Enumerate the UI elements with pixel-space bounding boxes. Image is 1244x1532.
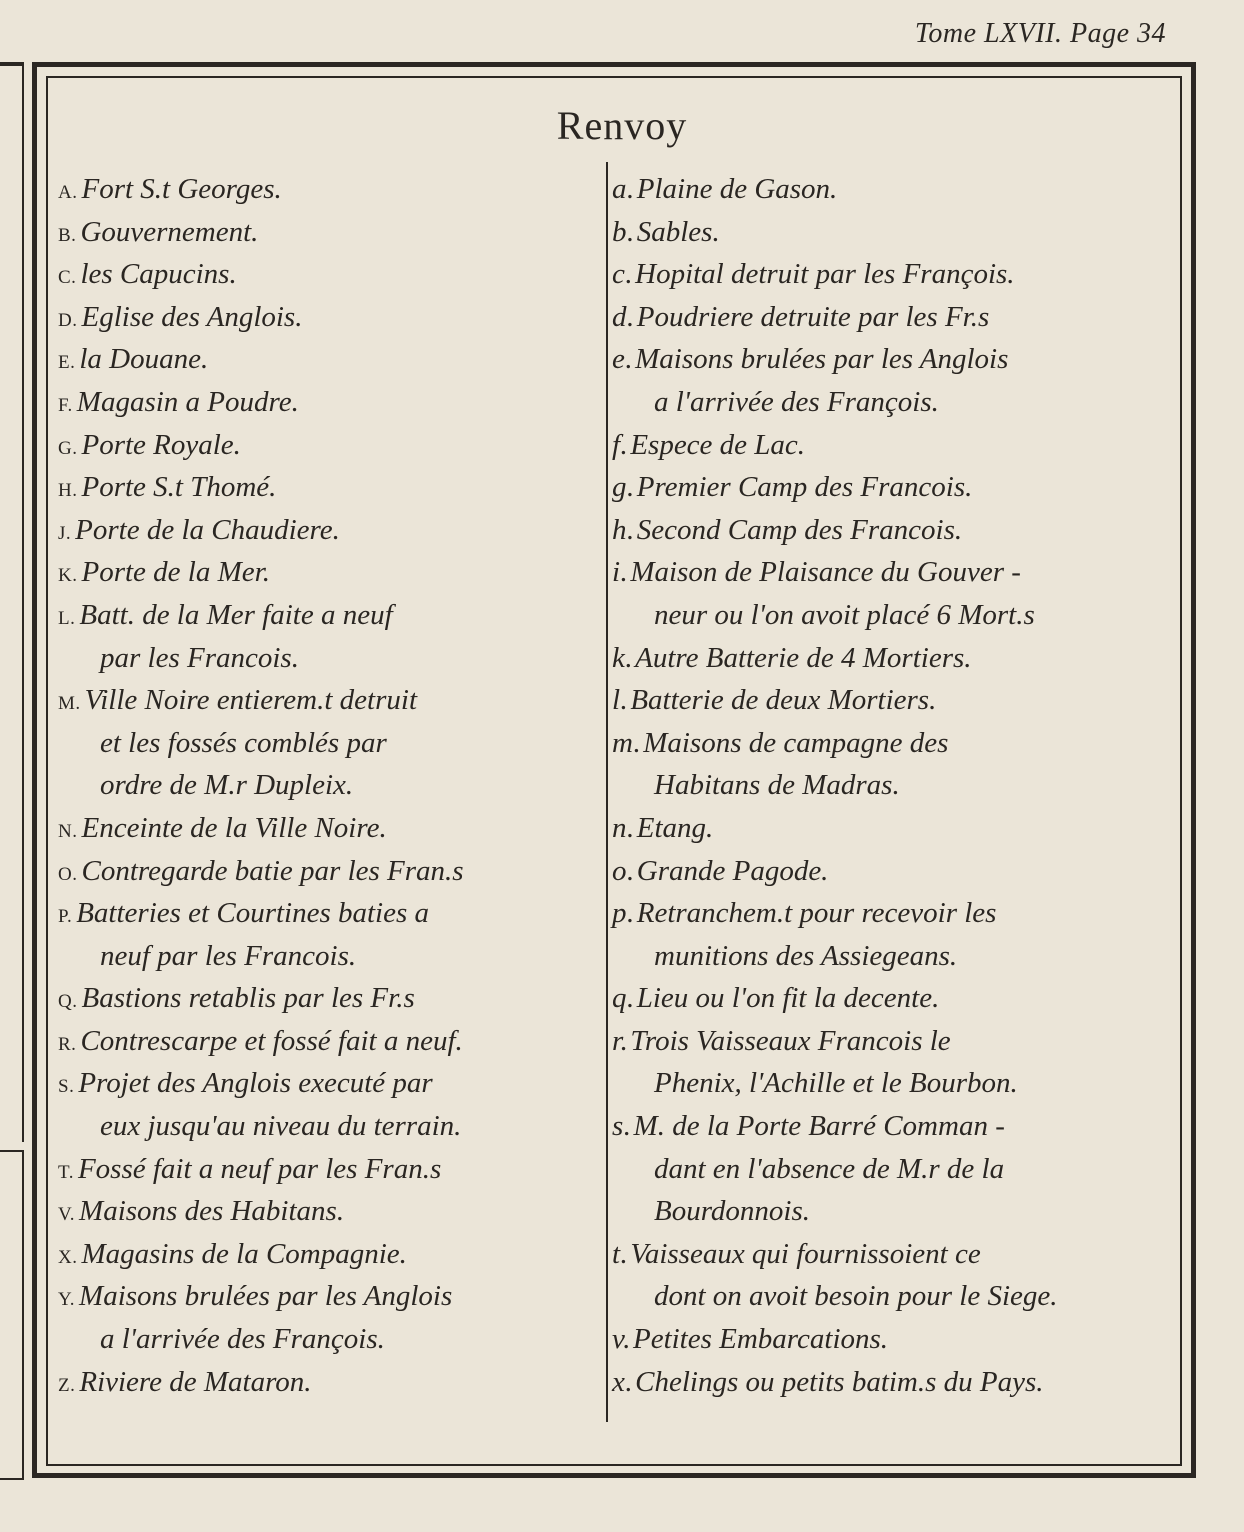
legend-text: Trois Vaisseaux Francois le — [630, 1024, 951, 1057]
legend-key: s. — [612, 1110, 632, 1143]
legend-text: Retranchem.t pour recevoir les — [636, 897, 997, 930]
legend-key: O. — [58, 863, 78, 885]
legend-text: a l'arrivée des François. — [100, 1323, 385, 1356]
legend-text: Gouvernement. — [80, 215, 259, 248]
legend-key: m. — [612, 726, 642, 759]
legend-key: b. — [612, 215, 635, 248]
legend-key: h. — [612, 513, 635, 546]
legend-text: Second Camp des Francois. — [636, 513, 963, 546]
legend-entry — [612, 594, 1172, 637]
legend-key: p. — [612, 897, 635, 930]
legend-entry — [58, 211, 598, 254]
legend-text: a l'arrivée des François. — [654, 385, 939, 418]
legend-entry — [612, 977, 1172, 1020]
column-divider — [606, 162, 608, 1422]
legend-key: K. — [58, 565, 78, 587]
legend-key: k. — [612, 641, 634, 674]
legend-text: M. de la Porte Barré Comman - — [633, 1110, 1005, 1143]
legend-entry — [58, 551, 598, 594]
legend-text: Enceinte de la Ville Noire. — [81, 811, 387, 844]
legend-key: l. — [612, 684, 629, 717]
legend-key: S. — [58, 1076, 75, 1098]
legend-entry — [58, 381, 598, 424]
legend-key: M. — [58, 693, 81, 715]
legend-key: L. — [58, 607, 76, 629]
legend-text: ordre de M.r Dupleix. — [100, 769, 354, 802]
legend-text: dont on avoit besoin pour le Siege. — [654, 1280, 1058, 1313]
legend-entry — [612, 935, 1172, 978]
legend-entry — [58, 1148, 598, 1191]
legend-text: dant en l'absence de M.r de la — [654, 1152, 1005, 1185]
legend-entry — [58, 253, 598, 296]
legend-left-column — [58, 168, 598, 1403]
legend-key: r. — [612, 1024, 629, 1057]
adjacent-plate-box — [0, 1150, 24, 1480]
legend-key: d. — [612, 300, 635, 333]
legend-entry — [58, 338, 598, 381]
legend-entry — [612, 1275, 1172, 1318]
legend-text: Maison de Plaisance du Gouver - — [630, 556, 1021, 589]
legend-key: A. — [58, 182, 78, 203]
legend-entry — [58, 1318, 598, 1361]
legend-entry — [612, 296, 1172, 339]
legend-key: N. — [58, 820, 78, 842]
legend-entry — [612, 211, 1172, 254]
legend-entry — [58, 807, 598, 850]
legend-entry — [58, 637, 598, 680]
legend-entry — [612, 679, 1172, 722]
legend-text: neur ou l'on avoit placé 6 Mort.s — [654, 598, 1035, 631]
legend-text: Vaisseaux qui fournissoient ce — [630, 1237, 981, 1270]
legend-key: P. — [58, 906, 73, 928]
legend-text: Fossé fait a neuf par les Fran.s — [77, 1152, 442, 1185]
legend-key: Q. — [58, 991, 78, 1013]
legend-text: Projet des Anglois executé par — [78, 1067, 433, 1100]
legend-entry — [58, 977, 598, 1020]
legend-right-column — [612, 168, 1172, 1403]
legend-text: Autre Batterie de 4 Mortiers. — [635, 641, 972, 674]
legend-key: B. — [58, 224, 77, 246]
legend-text: Porte de la Chaudiere. — [75, 513, 340, 546]
legend-text: Petites Embarcations. — [632, 1323, 889, 1356]
legend-text: Porte Royale. — [81, 428, 241, 461]
legend-entry — [612, 381, 1172, 424]
legend-key: g. — [612, 471, 635, 504]
legend-text: Maisons des Habitans. — [79, 1195, 345, 1228]
legend-entry — [612, 637, 1172, 680]
legend-entry — [58, 935, 598, 978]
legend-key: Y. — [58, 1289, 76, 1311]
legend-entry — [612, 509, 1172, 552]
legend-text: Eglise des Anglois. — [81, 300, 303, 333]
legend-text: Riviere de Mataron. — [79, 1365, 312, 1398]
legend-text: les Capucins. — [80, 258, 237, 291]
legend-entry — [58, 892, 598, 935]
legend-text: Bastions retablis par les Fr.s — [81, 982, 415, 1015]
legend-key: C. — [58, 267, 77, 289]
legend-text: Magasins de la Compagnie. — [81, 1237, 407, 1270]
legend-text: neuf par les Francois. — [100, 939, 357, 972]
legend-entry — [58, 1062, 598, 1105]
legend-key: f. — [612, 428, 629, 461]
legend-text: Chelings ou petits batim.s du Pays. — [635, 1365, 1044, 1398]
legend-text: Ville Noire entierem.t detruit — [84, 684, 418, 717]
legend-text: Etang. — [636, 811, 714, 844]
legend-text: Magasin a Poudre. — [76, 385, 299, 418]
legend-title: Renvoy — [556, 103, 688, 148]
legend-entry — [58, 168, 598, 211]
legend-key: T. — [58, 1161, 74, 1183]
legend-text: Sables. — [636, 215, 720, 248]
legend-text: Maisons de campagne des — [643, 726, 949, 759]
legend-text: Contrescarpe et fossé fait a neuf. — [80, 1024, 463, 1057]
legend-key: G. — [58, 437, 78, 459]
legend-entry — [612, 338, 1172, 381]
legend-text: par les Francois. — [100, 641, 299, 674]
legend-text: Hopital detruit par les François. — [635, 258, 1015, 291]
legend-text: Grande Pagode. — [636, 854, 829, 887]
legend-entry — [58, 1020, 598, 1063]
legend-text: Batteries et Courtines baties a — [76, 897, 430, 930]
legend-entry — [612, 807, 1172, 850]
legend-text: Lieu ou l'on fit la decente. — [636, 982, 940, 1015]
legend-text: eux jusqu'au niveau du terrain. — [100, 1110, 462, 1143]
legend-entry — [612, 1318, 1172, 1361]
legend-text: Batt. de la Mer faite a neuf — [79, 598, 393, 631]
page-reference: Tome LXVII. Page 34 — [914, 18, 1166, 49]
legend-text: Bourdonnois. — [654, 1195, 811, 1228]
legend-key: a. — [612, 173, 635, 205]
legend-text: Phenix, l'Achille et le Bourbon. — [654, 1067, 1018, 1100]
legend-key: v. — [612, 1323, 631, 1356]
legend-entry — [58, 466, 598, 509]
legend-entry — [58, 850, 598, 893]
legend-entry — [612, 764, 1172, 807]
legend-text: Plaine de Gason. — [636, 173, 838, 205]
legend-text: Habitans de Madras. — [654, 769, 900, 802]
legend-entry — [58, 296, 598, 339]
legend-entry — [612, 1062, 1172, 1105]
legend-key: t. — [612, 1237, 629, 1270]
legend-key: i. — [612, 556, 629, 589]
adjacent-plate-rule — [0, 62, 24, 66]
legend-entry — [612, 1361, 1172, 1404]
legend-key: J. — [58, 522, 72, 544]
legend-entry — [58, 1361, 598, 1404]
legend-key: V. — [58, 1204, 76, 1226]
legend-key: q. — [612, 982, 635, 1015]
adjacent-plate-border — [22, 62, 24, 1142]
legend-entry — [58, 509, 598, 552]
legend-key: e. — [612, 343, 634, 376]
legend-entry — [612, 850, 1172, 893]
legend-key: n. — [612, 811, 635, 844]
legend-text: Maisons brulées par les Anglois — [635, 343, 1009, 376]
legend-entry — [58, 722, 598, 765]
legend-key: E. — [58, 352, 76, 374]
legend-entry — [612, 1190, 1172, 1233]
legend-entry — [612, 424, 1172, 467]
legend-entry — [612, 1148, 1172, 1191]
legend-text: Batterie de deux Mortiers. — [630, 684, 937, 717]
legend-entry — [58, 1105, 598, 1148]
legend-entry — [58, 424, 598, 467]
legend-entry — [612, 1233, 1172, 1276]
legend-text: Contregarde batie par les Fran.s — [81, 854, 464, 887]
legend-key: H. — [58, 480, 78, 502]
legend-text: munitions des Assiegeans. — [654, 939, 958, 972]
legend-entry — [58, 764, 598, 807]
legend-entry — [58, 679, 598, 722]
legend-entry — [612, 466, 1172, 509]
legend-entry — [58, 1233, 598, 1276]
legend-key: c. — [612, 258, 634, 291]
legend-text: Fort S.t Georges. — [81, 173, 282, 205]
legend-text: la Douane. — [79, 343, 209, 376]
legend-key: x. — [612, 1365, 634, 1398]
legend-entry — [58, 594, 598, 637]
legend-entry — [612, 892, 1172, 935]
legend-entry — [612, 551, 1172, 594]
legend-text: Porte S.t Thomé. — [81, 471, 277, 504]
legend-text: Espece de Lac. — [630, 428, 806, 461]
legend-entry — [58, 1190, 598, 1233]
legend-entry — [612, 253, 1172, 296]
legend-text: et les fossés comblés par — [100, 726, 387, 759]
legend-text: Maisons brulées par les Anglois — [79, 1280, 453, 1313]
legend-text: Poudriere detruite par les Fr.s — [636, 300, 990, 333]
legend-key: R. — [58, 1033, 77, 1055]
legend-key: D. — [58, 309, 78, 331]
legend-entry — [612, 722, 1172, 765]
legend-entry — [612, 1020, 1172, 1063]
legend-entry — [612, 168, 1172, 211]
legend-entry — [612, 1105, 1172, 1148]
legend-text: Porte de la Mer. — [81, 556, 270, 589]
legend-key: o. — [612, 854, 635, 887]
legend-text: Premier Camp des Francois. — [636, 471, 973, 504]
legend-key: Z. — [58, 1374, 76, 1396]
legend-key: F. — [58, 394, 73, 416]
legend-key: X. — [58, 1246, 78, 1268]
legend-entry — [58, 1275, 598, 1318]
